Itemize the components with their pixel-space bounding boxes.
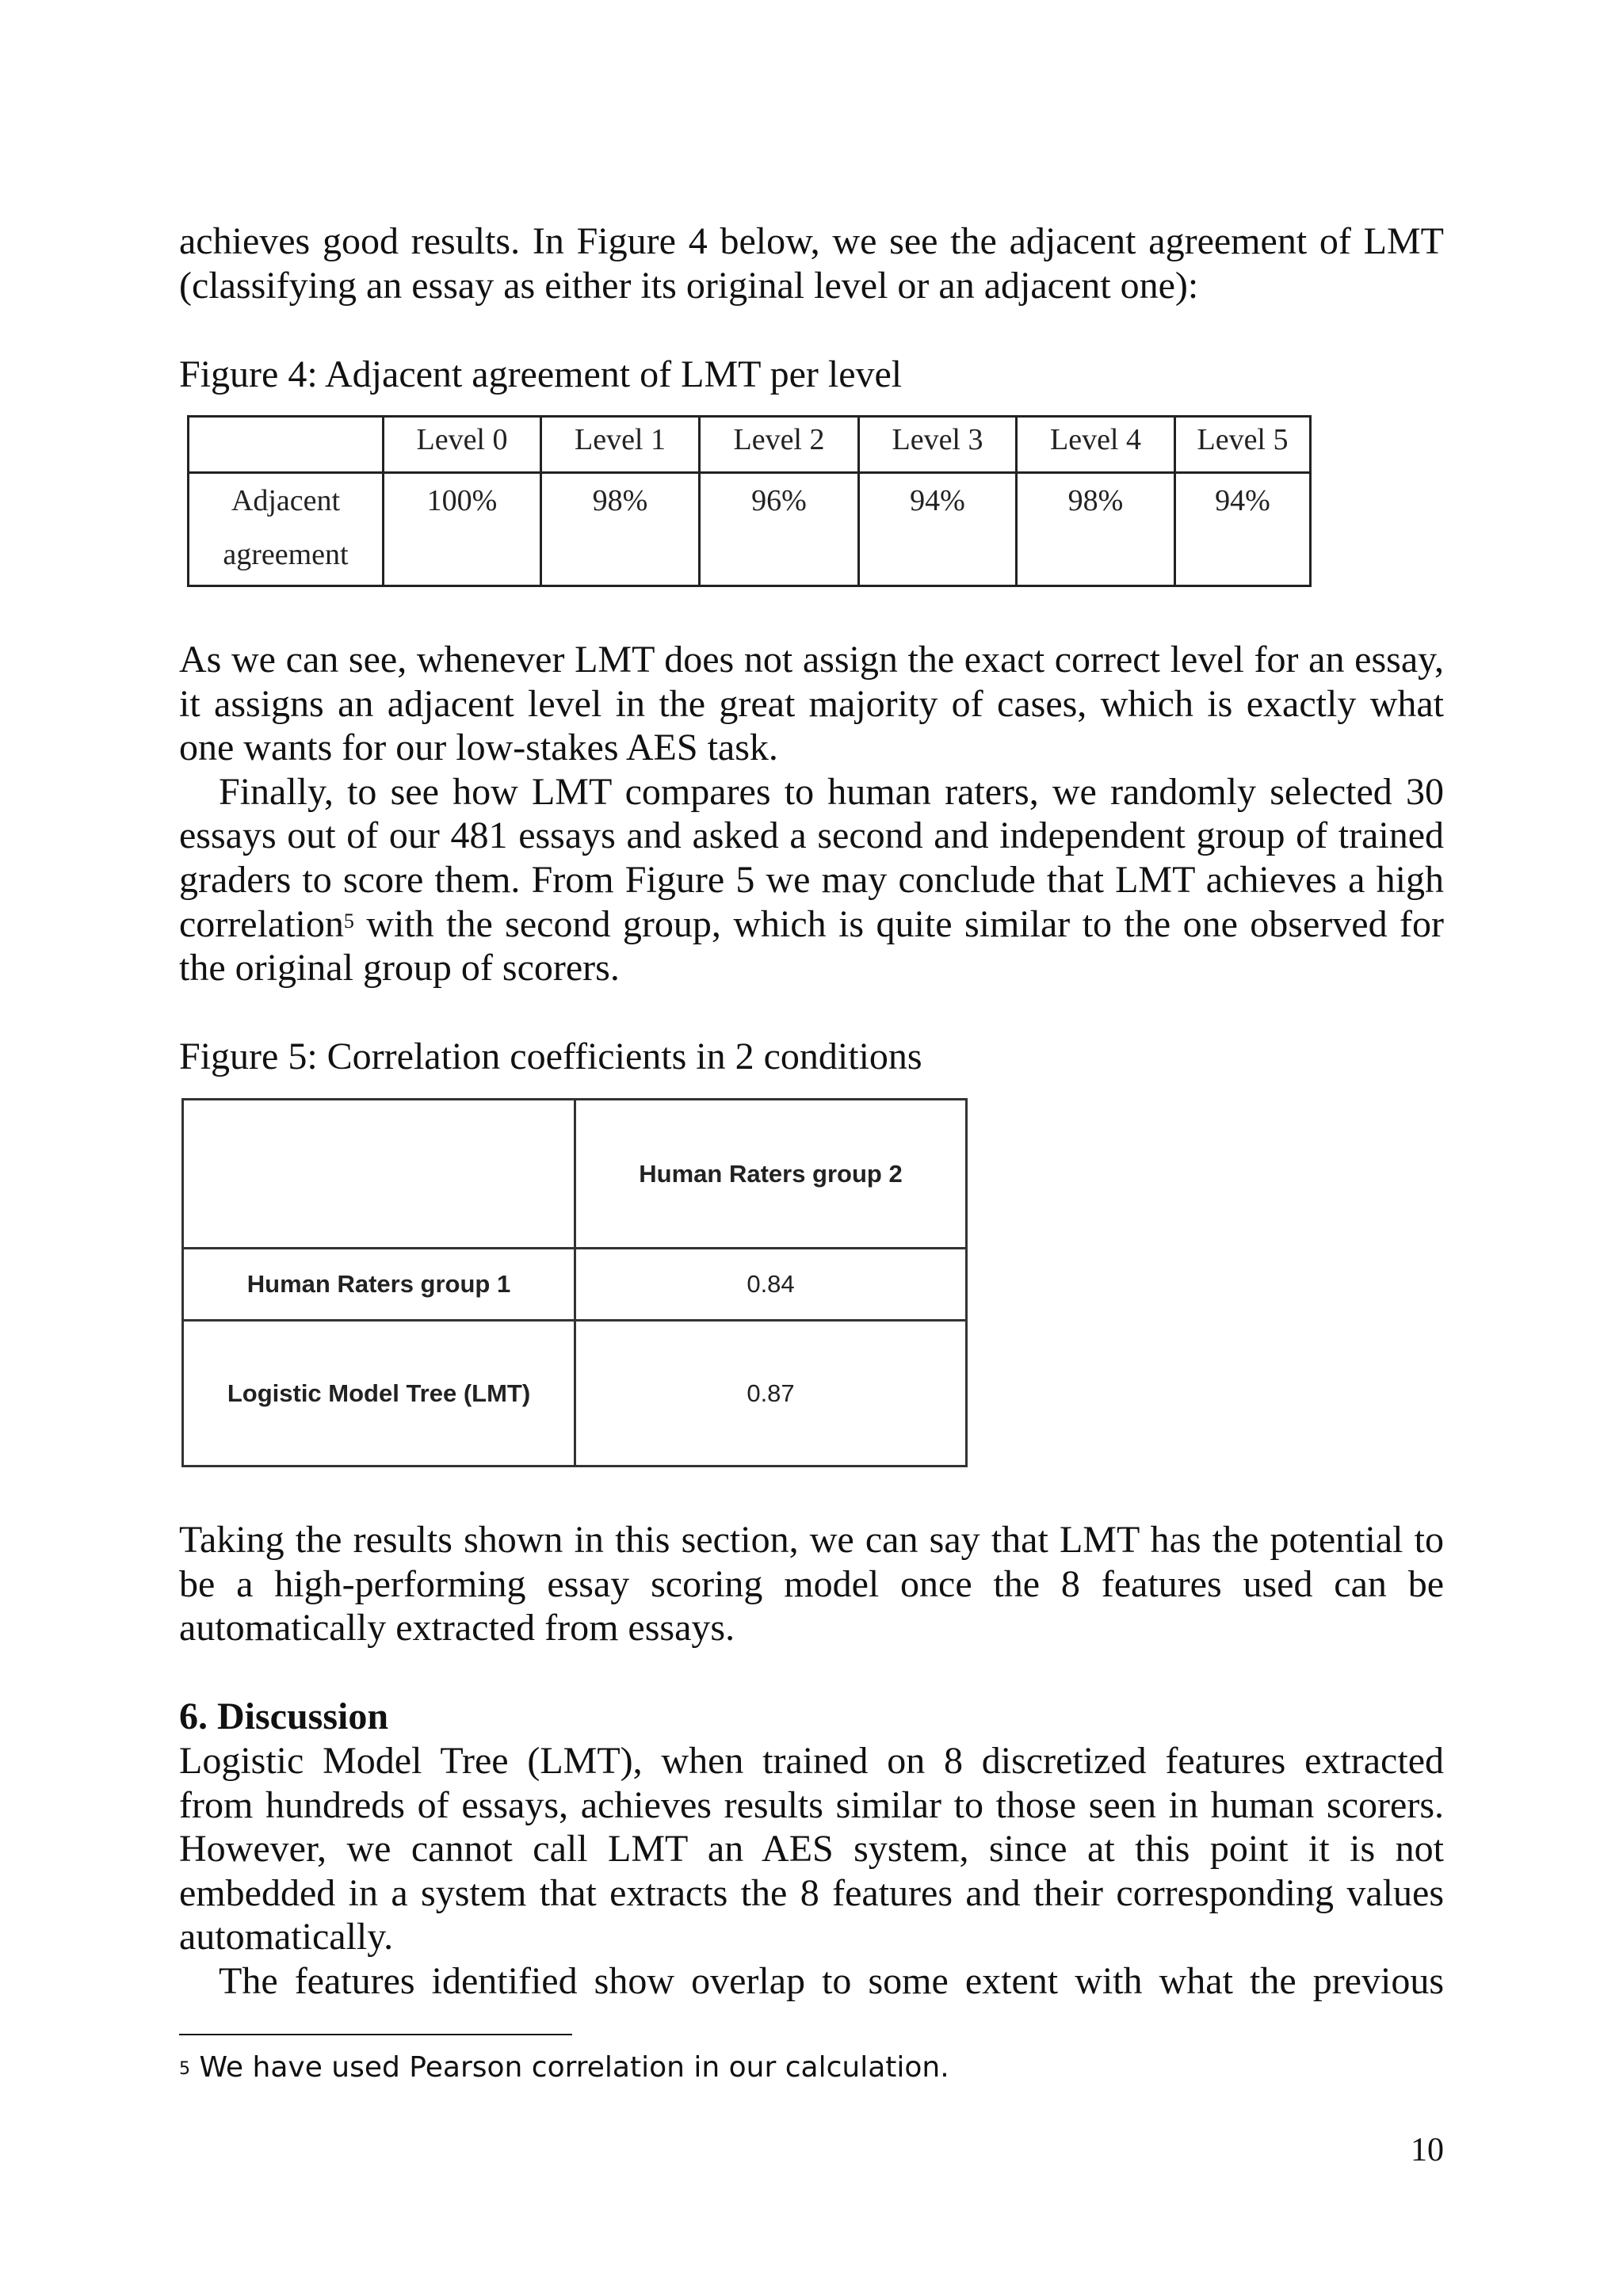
comparison-line-with-footnote [179,902,1444,947]
figure4-row-label-line: agreement [223,538,349,571]
figure5-value-cell: 0.84 [575,1249,967,1321]
figure4-header-cell: Level 1 [541,417,700,473]
figure4-value-cell: 100% [384,473,541,586]
figure4-table [187,415,1312,587]
footnote-reference[interactable]: 5 [343,909,354,933]
figure4-row-label [189,473,384,586]
potential-paragraph [179,1518,1444,1650]
figure5-row-label: Logistic Model Tree (LMT) [183,1321,575,1466]
figure4-data-row [189,473,1311,586]
potential-line: Taking the results shown in this section, we can say that LMT has the potential to [179,1519,1444,1561]
figure4-header-cell: Level 2 [700,417,859,473]
comparison-line: Finally, to see how LMT compares to human raters, we randomly selected 30 [219,770,1444,813]
potential-line: be a high-performing essay scoring model once the 8 features used can be [179,1562,1444,1605]
intro-line: achieves good results. In Figure 4 below, we see the adjacent agreement of LMT [179,220,1444,262]
discussion-paragraph [179,1739,1444,2004]
results-line: As we can see, whenever LMT does not assign the exact correct level for an essay, [179,639,1444,681]
comparison-text: correlation [179,902,344,945]
intro-paragraph [179,219,1444,307]
figure4-value-cell: 98% [541,473,700,586]
figure4-caption: Figure 4: Adjacent agreement of LMT per level [179,353,903,395]
discussion-line: automatically. [179,1916,394,1958]
results-paragraph [179,638,1444,990]
footnote-mark: 5 [179,2059,190,2079]
figure4-value-cell: 94% [1175,473,1311,586]
figure4-header-cell: Level 0 [384,417,541,473]
figure4-value-cell: 96% [700,473,859,586]
footnote-text: We have used Pearson correlation in our calculation. [190,2051,949,2084]
page-number: 10 [1411,2132,1444,2168]
figure5-row-label: Human Raters group 1 [183,1249,575,1321]
comparison-line: essays out of our 481 essays and asked a second and independent group of trained [179,814,1444,857]
comparison-line: graders to score them. From Figure 5 we may conclude that LMT achieves a high [179,858,1444,901]
figure5-header-row [183,1100,967,1249]
comparison-text: with the second group, which is quite similar to the one observed for [353,902,1444,945]
figure4-header-cell [189,417,384,473]
figure4-value-cell: 98% [1017,473,1175,586]
discussion-line: However, we cannot call LMT an AES system, since at this point it is not [179,1828,1444,1871]
discussion-line: Logistic Model Tree (LMT), when trained on 8 discretized features extracted [179,1740,1444,1782]
section-heading: 6. Discussion [179,1695,389,1737]
figure4-value-cell: 94% [859,473,1017,586]
figure5-empty-cell [183,1100,575,1249]
potential-line: automatically extracted from essays. [179,1607,735,1650]
figure5-data-row [183,1249,967,1321]
discussion-line: embedded in a system that extracts the 8 features and their corresponding values [179,1871,1444,1914]
figure4-header-row [189,417,1311,473]
comparison-line: the original group of scorers. [179,947,620,990]
discussion-line: from hundreds of essays, achieves results similar to those seen in human scorers. [179,1783,1444,1826]
figure4-header-cell: Level 4 [1017,417,1175,473]
footnote [179,2049,949,2087]
figure4-header-cell: Level 5 [1175,417,1311,473]
figure5-value-cell: 0.87 [575,1321,967,1466]
figure4-row-label-line: Adjacent [231,484,341,517]
figure5-caption: Figure 5: Correlation coefficients in 2 conditions [179,1035,922,1077]
footnote-divider [179,2034,572,2035]
results-line: it assigns an adjacent level in the great majority of cases, which is exactly what [179,682,1444,725]
intro-line: (classifying an essay as either its original level or an adjacent one): [179,264,1199,307]
results-line: one wants for our low-stakes AES task. [179,727,778,769]
features-line: The features identified show overlap to some extent with what the previous [219,1959,1444,2002]
figure5-data-row [183,1321,967,1466]
figure4-header-cell: Level 3 [859,417,1017,473]
figure5-table [181,1098,968,1467]
figure5-column-header: Human Raters group 2 [575,1100,967,1249]
